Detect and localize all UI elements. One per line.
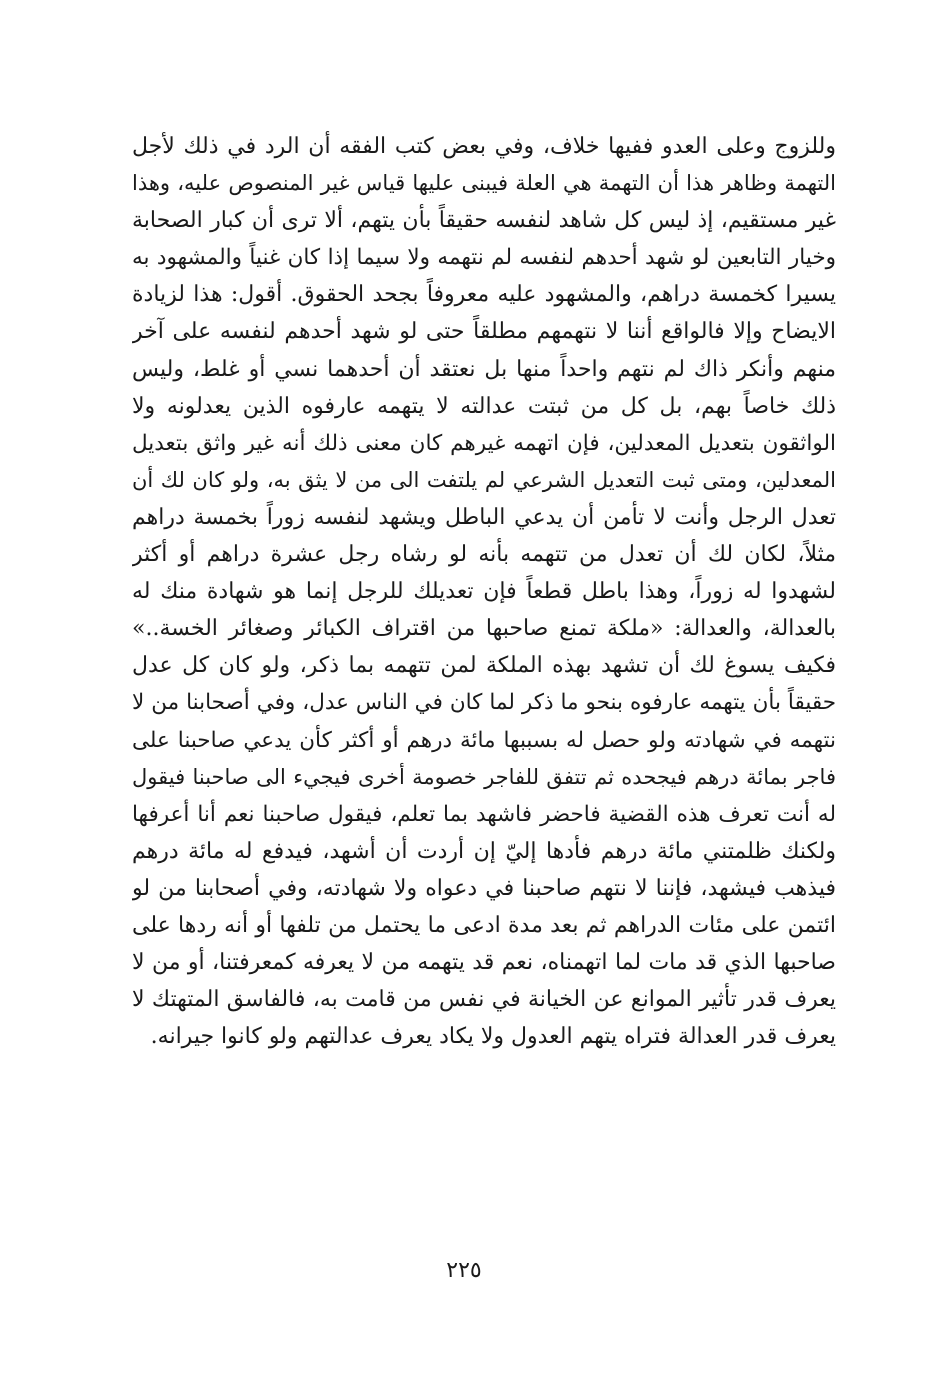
text-line: تعدل الرجل وأنت لا تأمن أن يدعي الباطل ويشهد لنفسه زوراً بخمسة دراهم: [132, 504, 836, 530]
text-line: منهم وأنكر ذاك لم نتهم واحداً منها بل نعتقد أن أحدهما نسي أو غلط، وليس: [132, 356, 836, 382]
text-line: الايضاح وإلا فالواقع أننا لا نتهمهم مطلقاً حتى لو شهد أحدهم لنفسه على آخر: [132, 319, 836, 345]
body-text: [132, 128, 836, 1055]
text-line: يعرف قدر العدالة فتراه يتهم العدول ولا يكاد يعرف عدالتهم ولو كانوا جيرانه.: [150, 1024, 836, 1050]
page-number: ٢٢٥: [446, 1258, 482, 1283]
text-line: ولكنك ظلمتني مائة درهم فأدها إليّ إن أردت أن أشهد، فيدفع له مائة درهم: [132, 838, 836, 864]
text-line: بالعدالة، والعدالة: «ملكة تمنع صاحبها من اقتراف الكبائر وصغائر الخسة..»: [132, 616, 836, 642]
text-line: المعدلين، ومتى ثبت التعديل الشرعي لم يلتفت الى من لا يثق به، ولو كان لك أن: [132, 467, 836, 492]
text-line: له أنت تعرف هذه القضية فاحضر فاشهد بما تعلم، فيقول صاحبنا نعم أنا أعرفها: [132, 801, 836, 827]
text-line: ائتمن على مئات الدراهم ثم بعد مدة ادعى ما يحتمل من تلفها أو أنه ردها على: [132, 912, 836, 938]
text-line: يسيرا كخمسة دراهم، والمشهود عليه معروفاً بجحد الحقوق. أقول: هذا لزيادة: [132, 282, 836, 308]
text-line: لشهدوا له زوراً، وهذا باطل قطعاً فإن تعديلك للرجل إنما هو شهادة منك له: [132, 579, 836, 605]
text-line: فيذهب فيشهد، فإننا لا نتهم صاحبنا في دعواه ولا شهادته، وفي أصحابنا من لو: [132, 875, 836, 901]
text-line: حقيقاً بأن يتهمه عارفوه بنحو ما ذكر لما كان في الناس عدل، وفي أصحابنا من لا: [132, 690, 836, 716]
text-line: فكيف يسوغ لك أن تشهد بهذه الملكة لمن تتهمه بما ذكر، ولو كان كل عدل: [132, 653, 836, 679]
text-line: وخيار التابعين لو شهد أحدهم لنفسه لم نتهمه ولا سيما إذا كان غنياً والمشهود به: [132, 245, 836, 271]
text-line: التهمة وظاهر هذا أن التهمة هي العلة فيبنى عليها قياس غير المنصوص عليه، وهذا: [132, 171, 836, 196]
text-line: الواثقون بتعديل المعدلين، فإن اتهمه غيرهم كان معنى ذلك أنه غير واثق بتعديل: [132, 430, 836, 456]
text-line: صاحبها الذي قد مات لما اتهمناه، نعم قد يتهمه من لا يعرفه كمعرفتنا، أو من لا: [132, 950, 836, 976]
text-line: نتهمه في شهادته ولو حصل له بسببها مائة درهم أو أكثر كأن يدعي صاحبنا على: [132, 727, 836, 753]
text-line: وللزوج وعلى العدو ففيها خلاف، وفي بعض كتب الفقه أن الرد في ذلك لأجل: [132, 134, 836, 159]
text-line: فاجر بمائة درهم فيجحده ثم تتفق للفاجر خصومة أخرى فيجيء الى صاحبنا فيقول: [132, 764, 836, 789]
text-line: ذلك خاصاً بهم، بل كل من ثبتت عدالته لا يتهمه عارفوه الذين يعدلونه ولا: [132, 393, 836, 419]
text-line: يعرف قدر تأثير الموانع عن الخيانة في نفس من قامت به، فالفاسق المتهتك لا: [132, 987, 836, 1013]
text-line: مثلاً، لكان لك أن تعدل من تتهمه بأنه لو رشاه رجل عشرة دراهم أو أكثر: [132, 542, 836, 568]
text-line: غير مستقيم، إذ ليس كل شاهد لنفسه حقيقاً بأن يتهم، ألا ترى أن كبار الصحابة: [132, 208, 836, 234]
